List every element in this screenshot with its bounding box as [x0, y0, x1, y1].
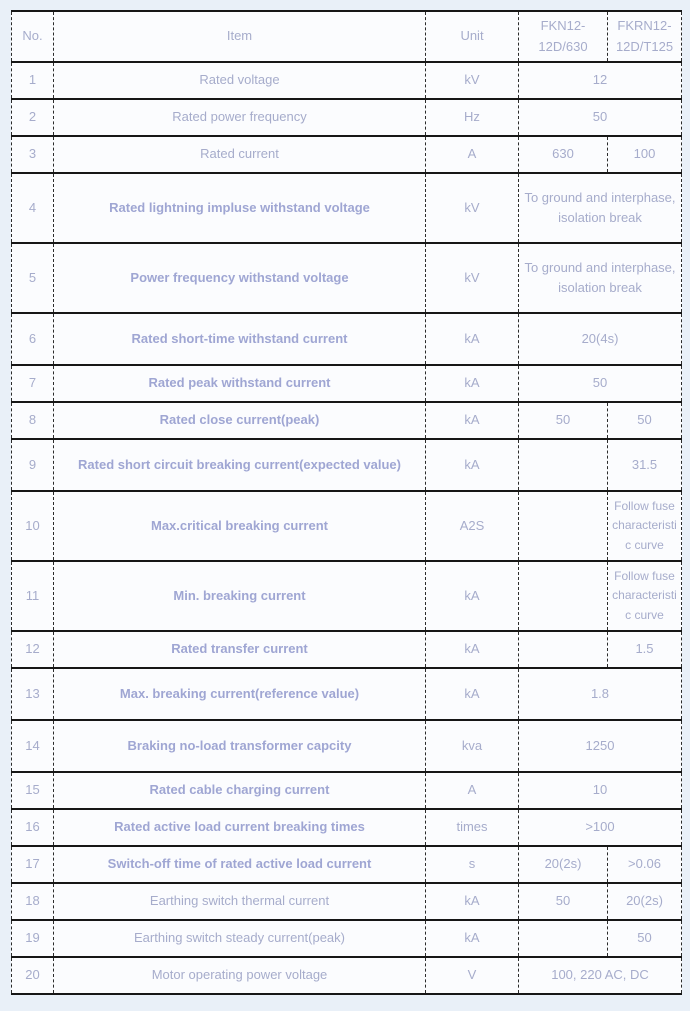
row-number-cell: 12	[12, 631, 54, 668]
row-number-cell: 8	[12, 402, 54, 439]
row-number-cell: 13	[12, 668, 54, 720]
value-cell-fkrn12: 50	[608, 920, 682, 957]
spec-table-body	[12, 62, 682, 994]
unit-cell: kA	[426, 402, 519, 439]
item-label-cell: Rated voltage	[54, 62, 426, 99]
item-label-cell: Rated transfer current	[54, 631, 426, 668]
table-row	[12, 631, 682, 668]
table-row	[12, 957, 682, 994]
value-cell-fkrn12: 100	[608, 136, 682, 173]
table-row	[12, 365, 682, 402]
item-label-cell: Max. breaking current(reference value)	[54, 668, 426, 720]
value-cell-fkrn12: 1.5	[608, 631, 682, 668]
row-number-cell: 6	[12, 313, 54, 365]
item-label-cell: Rated short-time withstand current	[54, 313, 426, 365]
value-cell-fkn12: 630	[519, 136, 608, 173]
row-number-cell: 18	[12, 883, 54, 920]
value-cell-combined: To ground and interphase, isolation break	[519, 173, 682, 243]
unit-cell: kV	[426, 243, 519, 313]
table-row	[12, 809, 682, 846]
item-label-cell: Max.critical breaking current	[54, 491, 426, 561]
value-cell-fkn12	[519, 561, 608, 631]
row-number-cell: 3	[12, 136, 54, 173]
table-row	[12, 439, 682, 491]
value-cell-combined: 10	[519, 772, 682, 809]
header-model-fkrn12: FKRN12-12D/T125	[608, 11, 682, 62]
row-number-cell: 20	[12, 957, 54, 994]
header-row	[12, 11, 682, 62]
item-label-cell: Rated lightning impluse withstand voltage	[54, 173, 426, 243]
table-row	[12, 561, 682, 631]
value-cell-fkn12: 50	[519, 402, 608, 439]
unit-cell: kV	[426, 173, 519, 243]
value-cell-fkrn12: >0.06	[608, 846, 682, 883]
value-cell-fkn12	[519, 491, 608, 561]
table-row	[12, 920, 682, 957]
item-label-cell: Earthing switch steady current(peak)	[54, 920, 426, 957]
unit-cell: s	[426, 846, 519, 883]
item-label-cell: Rated short circuit breaking current(expected value)	[54, 439, 426, 491]
item-label-cell: Braking no-load transformer capcity	[54, 720, 426, 772]
row-number-cell: 15	[12, 772, 54, 809]
value-cell-fkrn12: 50	[608, 402, 682, 439]
value-cell-fkn12	[519, 631, 608, 668]
item-label-cell: Rated current	[54, 136, 426, 173]
table-row	[12, 883, 682, 920]
row-number-cell: 5	[12, 243, 54, 313]
value-cell-fkn12: 20(2s)	[519, 846, 608, 883]
table-row	[12, 402, 682, 439]
value-cell-combined: 50	[519, 99, 682, 136]
value-cell-fkrn12: 31.5	[608, 439, 682, 491]
value-cell-combined: 1.8	[519, 668, 682, 720]
unit-cell: Hz	[426, 99, 519, 136]
header-model-fkn12: FKN12-12D/630	[519, 11, 608, 62]
table-row	[12, 62, 682, 99]
row-number-cell: 1	[12, 62, 54, 99]
row-number-cell: 14	[12, 720, 54, 772]
unit-cell: A	[426, 136, 519, 173]
unit-cell: kA	[426, 365, 519, 402]
value-cell-fkn12: 50	[519, 883, 608, 920]
row-number-cell: 9	[12, 439, 54, 491]
value-cell-combined: 50	[519, 365, 682, 402]
value-cell-fkrn12: 20(2s)	[608, 883, 682, 920]
table-row	[12, 772, 682, 809]
unit-cell: kA	[426, 561, 519, 631]
row-number-cell: 10	[12, 491, 54, 561]
item-label-cell: Rated active load current breaking times	[54, 809, 426, 846]
item-label-cell: Power frequency withstand voltage	[54, 243, 426, 313]
unit-cell: kA	[426, 668, 519, 720]
value-cell-combined: 100, 220 AC, DC	[519, 957, 682, 994]
table-row	[12, 668, 682, 720]
unit-cell: times	[426, 809, 519, 846]
item-label-cell: Rated peak withstand current	[54, 365, 426, 402]
spec-table	[11, 10, 682, 995]
item-label-cell: Rated close current(peak)	[54, 402, 426, 439]
item-label-cell: Motor operating power voltage	[54, 957, 426, 994]
item-label-cell: Switch-off time of rated active load current	[54, 846, 426, 883]
item-label-cell: Earthing switch thermal current	[54, 883, 426, 920]
header-no: No.	[12, 11, 54, 62]
value-cell-combined: To ground and interphase, isolation break	[519, 243, 682, 313]
header-item: Item	[54, 11, 426, 62]
table-row	[12, 491, 682, 561]
row-number-cell: 7	[12, 365, 54, 402]
value-cell-combined: 1250	[519, 720, 682, 772]
item-label-cell: Rated power frequency	[54, 99, 426, 136]
row-number-cell: 16	[12, 809, 54, 846]
row-number-cell: 2	[12, 99, 54, 136]
table-row	[12, 720, 682, 772]
row-number-cell: 11	[12, 561, 54, 631]
item-label-cell: Rated cable charging current	[54, 772, 426, 809]
row-number-cell: 19	[12, 920, 54, 957]
value-cell-combined: 12	[519, 62, 682, 99]
value-cell-combined: 20(4s)	[519, 313, 682, 365]
table-row	[12, 846, 682, 883]
header-unit: Unit	[426, 11, 519, 62]
table-row	[12, 99, 682, 136]
row-number-cell: 4	[12, 173, 54, 243]
value-cell-fkn12	[519, 920, 608, 957]
unit-cell: A	[426, 772, 519, 809]
value-cell-fkrn12: Follow fuse characteristic curve	[608, 561, 682, 631]
table-row	[12, 173, 682, 243]
unit-cell: A2S	[426, 491, 519, 561]
unit-cell: kV	[426, 62, 519, 99]
table-row	[12, 313, 682, 365]
unit-cell: V	[426, 957, 519, 994]
unit-cell: kA	[426, 631, 519, 668]
unit-cell: kA	[426, 439, 519, 491]
table-row	[12, 136, 682, 173]
item-label-cell: Min. breaking current	[54, 561, 426, 631]
spec-table-header	[12, 11, 682, 62]
unit-cell: kva	[426, 720, 519, 772]
unit-cell: kA	[426, 920, 519, 957]
value-cell-fkrn12: Follow fuse characteristic curve	[608, 491, 682, 561]
value-cell-fkn12	[519, 439, 608, 491]
row-number-cell: 17	[12, 846, 54, 883]
unit-cell: kA	[426, 313, 519, 365]
unit-cell: kA	[426, 883, 519, 920]
table-row	[12, 243, 682, 313]
value-cell-combined: >100	[519, 809, 682, 846]
